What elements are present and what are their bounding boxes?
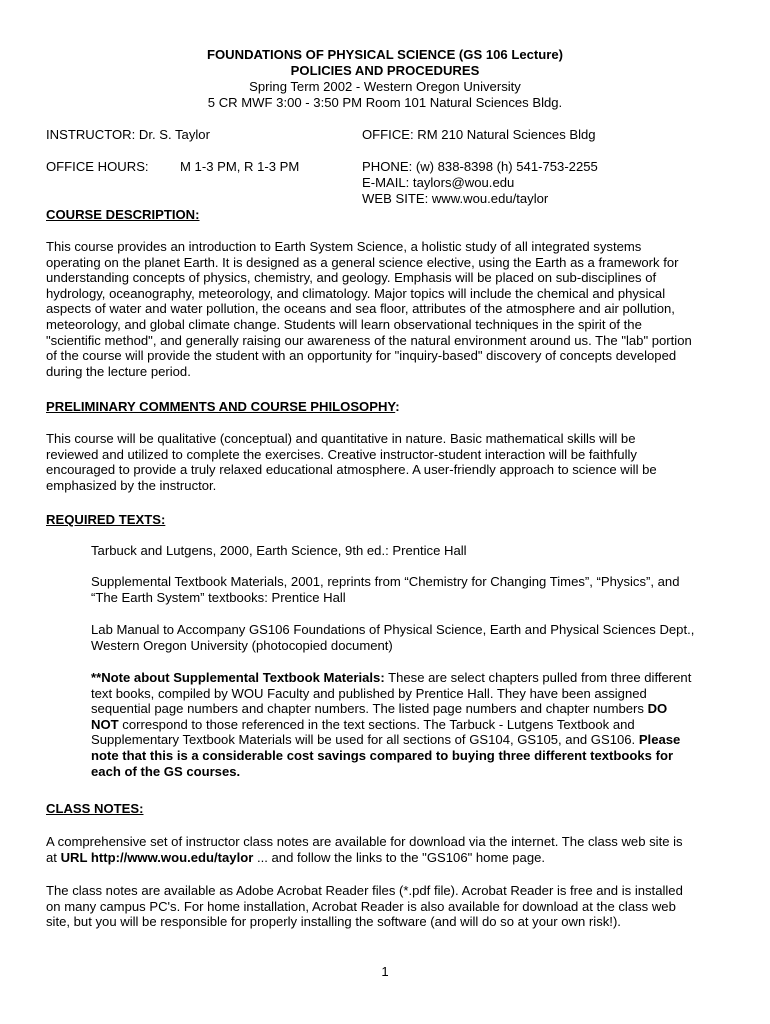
text-line: operating on the planet Earth. It is designed as a general science elective, using the Earth as a framework for	[46, 254, 679, 270]
text-line: The class notes are available as Adobe Acrobat Reader files (*.pdf file). Acrobat Reader is free and is installed	[46, 883, 683, 898]
note-text: Supplementary Textbook Materials will be used for all sections of GS104, GS105, and GS106.	[91, 732, 639, 748]
note-lead: **Note about Supplemental Textbook Materials:	[91, 670, 385, 685]
required-text-3	[91, 622, 731, 653]
text-line: reviewed and utilized to complete the exercises. Creative instructor-student interaction will be faithfully	[46, 446, 637, 462]
supplemental-note	[91, 670, 731, 779]
required-texts-heading: REQUIRED TEXTS:	[46, 512, 166, 527]
text-line: Lab Manual to Accompany GS106 Foundations of Physical Science, Earth and Physical Sciences Dept.,	[91, 622, 695, 637]
philosophy-heading	[46, 399, 400, 415]
text-line	[91, 732, 731, 748]
course-description-heading: COURSE DESCRIPTION:	[46, 207, 200, 222]
class-notes-paragraph-2	[46, 883, 726, 930]
note-text: These are select chapters pulled from three different	[384, 670, 692, 685]
note-text: ... and follow the links to the "GS106" home page.	[253, 849, 546, 865]
text-line: encouraged to provide a truly relaxed educational atmosphere. A user-friendly approach to science will be	[46, 462, 657, 478]
course-description-paragraph	[46, 239, 726, 379]
document-title: FOUNDATIONS OF PHYSICAL SCIENCE (GS 106 Lecture)	[206, 47, 563, 62]
class-notes-paragraph-1	[46, 834, 726, 865]
note-text: correspond to those referenced in the text sections. The Tarbuck - Lutgens Textbook and	[118, 716, 635, 732]
document-subtitle: POLICIES AND PROCEDURES	[290, 63, 480, 78]
office-line: OFFICE: RM 210 Natural Sciences Bldg	[362, 127, 596, 142]
note-text: at	[46, 849, 61, 865]
text-line: Supplemental Textbook Materials, 2001, reprints from “Chemistry for Changing Times”, “Physics”, and	[91, 574, 680, 589]
text-line: site, but you will be responsible for properly installing the software (and will do so at your own risk!).	[46, 914, 621, 930]
page-number: 1	[381, 964, 389, 979]
text-line: This course provides an introduction to Earth System Science, a holistic study of all integrated systems	[46, 239, 642, 254]
note-text: sequential page numbers and chapter numbers. The listed page numbers and chapter numbers	[91, 701, 648, 717]
note-emphasis: NOT	[91, 716, 119, 732]
text-line	[91, 701, 731, 717]
text-line: Western Oregon University (photocopied document)	[91, 637, 393, 653]
text-line: Tarbuck and Lutgens, 2000, Earth Science, 9th ed.: Prentice Hall	[91, 543, 467, 558]
note-emphasis: Please	[638, 732, 681, 748]
text-line: aspects of water and water pollution, the oceans and sea floor, attributes of the atmosphere and air pollution,	[46, 301, 675, 317]
class-notes-heading: CLASS NOTES:	[46, 801, 144, 816]
text-line: emphasized by the instructor.	[46, 477, 217, 493]
term-line: Spring Term 2002 - Western Oregon University	[249, 79, 521, 94]
text-line: text books, compiled by WOU Faculty and published by Prentice Hall. They have been assigned	[91, 685, 647, 701]
text-line: on many campus PC's. For home installation, Acrobat Reader is also available for download at the class web	[46, 898, 676, 914]
text-line: “The Earth System” textbooks: Prentice Hall	[91, 589, 346, 605]
text-line: hydrology, oceanography, meteorology, and climatology. Major topics will include the chemical and physical	[46, 285, 666, 301]
text-line: meteorology, and global climate change. Students will learn observational techniques in the spirit of the	[46, 316, 642, 332]
email-line: E-MAIL: taylors@wou.edu	[362, 175, 515, 190]
text-line: of the course will provide the student with an opportunity for "inquiry-based" discovery of concepts developed	[46, 348, 677, 364]
text-line: note that this is a considerable cost savings compared to buying three different textbooks for	[91, 747, 674, 763]
office-hours-label: OFFICE HOURS:	[46, 159, 149, 174]
schedule-line: 5 CR MWF 3:00 - 3:50 PM Room 101 Natural Sciences Bldg.	[207, 95, 563, 110]
note-emphasis: DO	[647, 701, 668, 717]
text-line	[46, 850, 726, 866]
text-line: This course will be qualitative (conceptual) and quantitative in nature. Basic mathematical skills will be	[46, 431, 636, 446]
required-text-1	[91, 543, 731, 559]
philosophy-paragraph	[46, 431, 726, 493]
text-line	[91, 670, 731, 686]
office-hours-value: M 1-3 PM, R 1-3 PM	[180, 159, 300, 174]
class-url: URL http://www.wou.edu/taylor	[60, 849, 254, 865]
philosophy-heading-text: PRELIMINARY COMMENTS AND COURSE PHILOSOPHY	[46, 399, 396, 414]
text-line: each of the GS courses.	[91, 763, 241, 779]
text-line	[91, 717, 731, 733]
text-line: understanding concepts of physics, chemistry, and geology. Emphasis will be placed on sub-disciplines of	[46, 270, 657, 286]
text-line: during the lecture period.	[46, 363, 191, 379]
phone-line: PHONE: (w) 838-8398 (h) 541-753-2255	[362, 159, 598, 174]
text-line: "scientific method", and generally raising our awareness of the natural environment around us. The "lab" portion	[46, 332, 692, 348]
text-line: A comprehensive set of instructor class notes are available for download via the internet. The class web site is	[46, 834, 683, 849]
required-text-2	[91, 574, 731, 605]
website-line: WEB SITE: www.wou.edu/taylor	[362, 191, 549, 206]
philosophy-heading-colon: :	[395, 399, 400, 414]
instructor-line: INSTRUCTOR: Dr. S. Taylor	[46, 127, 210, 142]
